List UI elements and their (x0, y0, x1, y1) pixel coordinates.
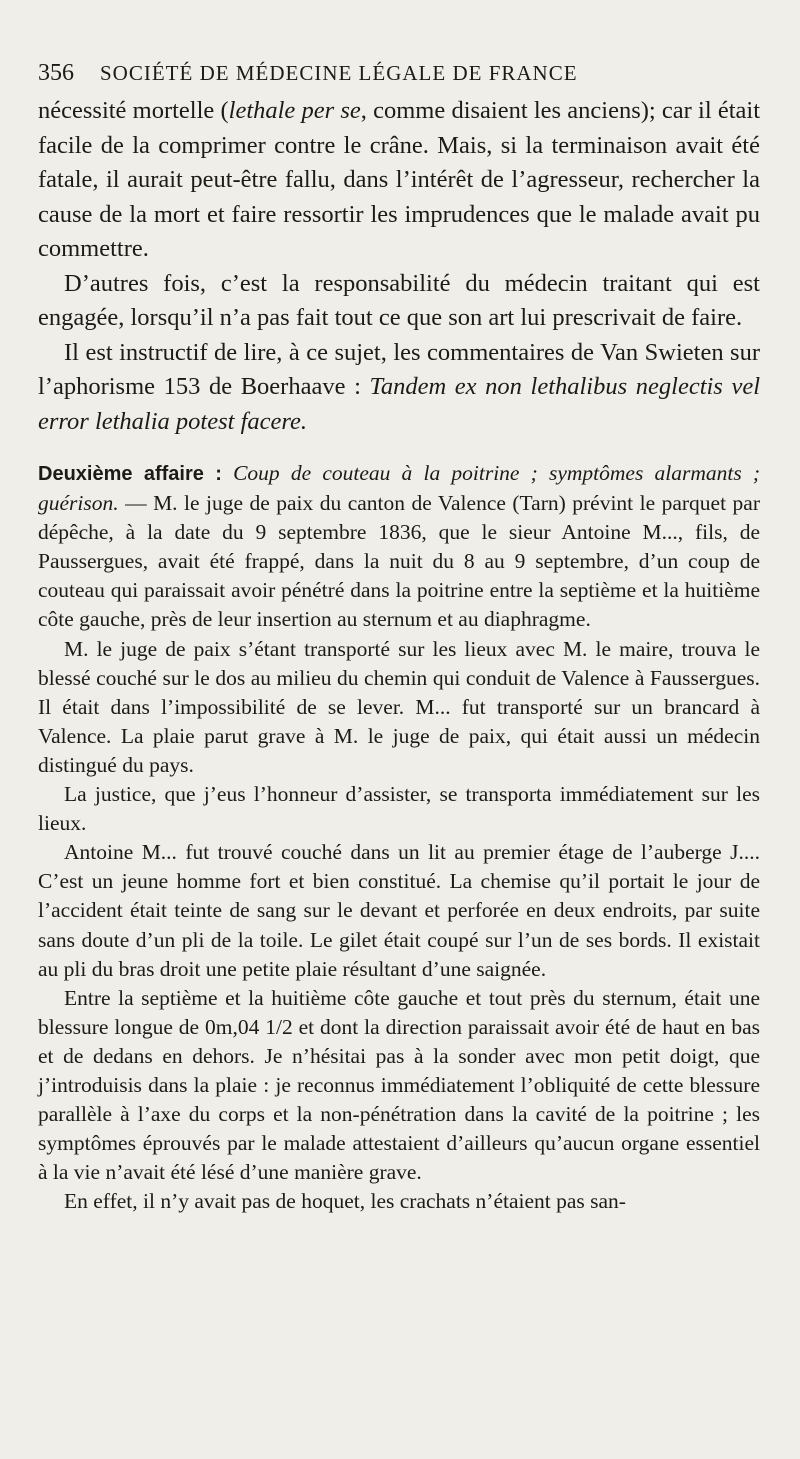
paragraph-6-text: La justice, que j’eus l’honneur d’assister, se transporta immédiatement sur les lieux. (38, 782, 760, 836)
latin-quotation: Tandem ex non lethalibus neglectis vel error lethalia potest facere. (38, 373, 761, 435)
paragraph-9 (38, 1187, 760, 1216)
paragraph-3 (38, 336, 760, 440)
paragraph-5-text: M. le juge de paix s’étant transporté sur les lieux avec M. le maire, trouva le blessé couché sur le dos au milieu du chemin qui conduit de Valence à Faussergues. Il était dans l’impossibilité de se lever. M... fut transporté sur un brancard à Valence. La plaie parut grave à M. le juge de paix, qui était aussi un médecin distingué du pays. (38, 636, 760, 777)
paragraph-7-text: Antoine M... fut trouvé couché dans un lit au premier étage de l’auberge J.... C’est un jeune homme fort et bien constitué. La chemise qu’il portait le jour de l’accident était teinte de sang sur le devant et perforée en deux endroits, par suite sans doute d’un pli de la toile. Le gilet était coupé sur l’un de ses bords. Il existait au pli du bras droit une petite plaie résultant d’une saignée. (38, 840, 760, 981)
latin-phrase-lethale-per-se: lethale per se (228, 97, 361, 124)
paragraph-7 (38, 838, 760, 983)
paragraph-1 (38, 94, 760, 267)
main-text-block (38, 94, 760, 439)
paragraph-8 (38, 984, 760, 1188)
page-number: 356 (38, 60, 74, 86)
running-title: SOCIÉTÉ DE MÉDECINE LÉGALE DE FRANCE (100, 61, 578, 85)
paragraph-2 (38, 267, 760, 336)
paragraph-9-text: En effet, il n’y avait pas de hoquet, les crachats n’étaient pas san- (64, 1189, 626, 1214)
paragraph-3-text: Il est instructif de lire, à ce sujet, les commentaires de Van Swieten sur l’aphorisme 153 de Boerhaave : (38, 338, 760, 400)
paragraph-1-part-2: , comme disaient les anciens); car il était facile de la comprimer contre le crâne. Mais, si la terminaison avait été fatale, il aurait peut-être fallu, dans l’intérêt de l’agresseur, rechercher la cause de la mort et faire ressortir les imprudences que le malade avait pu commettre. (38, 97, 760, 262)
running-head (38, 58, 760, 88)
paragraph-1-part-1: nécessité mortelle ( (38, 97, 229, 124)
paragraph-4-space (222, 461, 233, 485)
paragraph-5 (38, 635, 760, 780)
paragraph-4 (38, 459, 760, 635)
section-spacer (38, 439, 760, 459)
paragraph-2-text: D’autres fois, c’est la responsabilité du médecin traitant qui est engagée, lorsqu’il n’a pas fait tout ce que son art lui prescrivait de faire. (38, 269, 760, 331)
case-subtitle: Coup de couteau à la poitrine ; symptômes alarmants ; guérison. (38, 461, 761, 516)
case-text-block (38, 459, 760, 1216)
case-heading: Deuxième affaire : (38, 463, 222, 485)
paragraph-8-text: Entre la septième et la huitième côte gauche et tout près du sternum, était une blessure longue de 0m,04 1/2 et dont la direction paraissait avoir été de haut en bas et de dedans en dehors. Je n’hésitai pas à la sonder avec mon petit doigt, que j’introduisis dans la plaie : je reconnus immédiatement l’obliquité de cette blessure parallèle à l’axe du corps et la non-pénétration dans la cavité de la poitrine ; les symptômes éprouvés par le malade attestaient d’ailleurs qu’aucun organe essentiel à la vie n’avait été lésé d’une manière grave. (38, 985, 760, 1185)
paragraph-4-text: — M. le juge de paix du canton de Valence (Tarn) prévint le parquet par dépêche, à la date du 9 septembre 1836, que le sieur Antoine M..., fils, de Paussergues, avait été frappé, dans la nuit du 8 au 9 septembre, d’un coup de couteau qui paraissait avoir pénétré dans la poitrine entre la septième et la huitième côte gauche, près de leur insertion au sternum et au diaphragme. (38, 491, 760, 632)
paragraph-6 (38, 780, 760, 838)
